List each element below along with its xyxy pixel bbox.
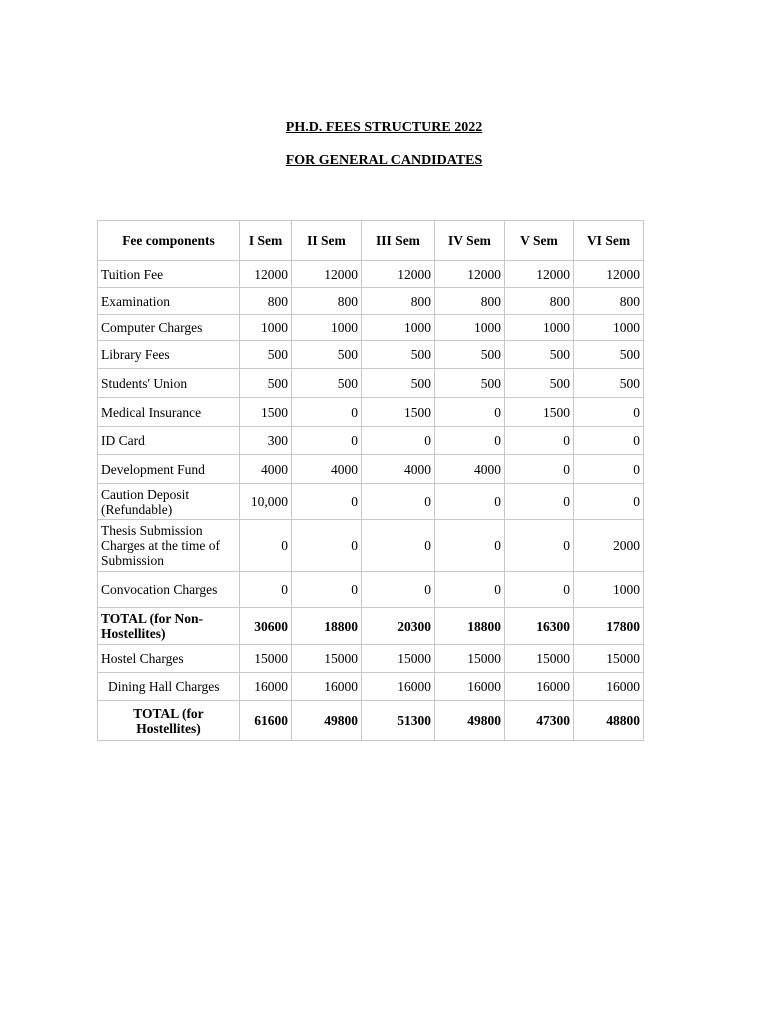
cell-value: 0 <box>362 427 435 455</box>
cell-value: 12000 <box>292 261 362 288</box>
cell-value: 0 <box>435 427 505 455</box>
cell-value: 0 <box>292 520 362 572</box>
cell-value: 30600 <box>240 608 292 645</box>
row-label: Caution Deposit (Refundable) <box>98 484 240 520</box>
cell-value: 800 <box>435 288 505 315</box>
cell-value: 18800 <box>435 608 505 645</box>
cell-value: 15000 <box>435 645 505 673</box>
cell-value: 16000 <box>292 673 362 701</box>
cell-value: 16300 <box>505 608 574 645</box>
fees-table <box>97 220 644 741</box>
row-label: Convocation Charges <box>98 572 240 608</box>
cell-value: 16000 <box>362 673 435 701</box>
table-row <box>98 369 644 398</box>
cell-value: 0 <box>505 455 574 484</box>
cell-value: 61600 <box>240 701 292 741</box>
cell-value: 1500 <box>240 398 292 427</box>
row-label: Thesis Submission Charges at the time of Submission <box>98 520 240 572</box>
cell-value: 500 <box>574 341 644 369</box>
cell-value: 0 <box>292 398 362 427</box>
cell-value: 800 <box>574 288 644 315</box>
cell-value: 1500 <box>505 398 574 427</box>
cell-value: 1500 <box>362 398 435 427</box>
row-label: Examination <box>98 288 240 315</box>
cell-value: 1000 <box>362 315 435 341</box>
cell-value: 800 <box>505 288 574 315</box>
table-row <box>98 520 644 572</box>
cell-value: 0 <box>435 520 505 572</box>
row-label: TOTAL (for Hostellites) <box>98 701 240 741</box>
table-row <box>98 645 644 673</box>
cell-value: 1000 <box>240 315 292 341</box>
cell-value: 16000 <box>240 673 292 701</box>
cell-value: 800 <box>240 288 292 315</box>
cell-value: 500 <box>435 369 505 398</box>
cell-value: 1000 <box>505 315 574 341</box>
cell-value: 1000 <box>574 315 644 341</box>
cell-value: 0 <box>435 398 505 427</box>
cell-value: 0 <box>505 520 574 572</box>
cell-value: 2000 <box>574 520 644 572</box>
cell-value: 10,000 <box>240 484 292 520</box>
table-header-row <box>98 221 644 261</box>
cell-value: 1000 <box>435 315 505 341</box>
row-label: Dining Hall Charges <box>98 673 240 701</box>
cell-value: 500 <box>362 341 435 369</box>
cell-value: 17800 <box>574 608 644 645</box>
row-label: Library Fees <box>98 341 240 369</box>
table-row <box>98 673 644 701</box>
cell-value: 12000 <box>435 261 505 288</box>
column-header-sem-3: III Sem <box>362 221 435 261</box>
row-label: Students' Union <box>98 369 240 398</box>
table-row <box>98 261 644 288</box>
cell-value: 0 <box>505 427 574 455</box>
cell-value: 500 <box>362 369 435 398</box>
cell-value: 15000 <box>505 645 574 673</box>
cell-value: 16000 <box>505 673 574 701</box>
cell-value: 4000 <box>240 455 292 484</box>
row-label: Computer Charges <box>98 315 240 341</box>
cell-value: 0 <box>292 484 362 520</box>
cell-value: 500 <box>240 369 292 398</box>
cell-value: 0 <box>505 484 574 520</box>
cell-value: 0 <box>574 455 644 484</box>
table-row <box>98 341 644 369</box>
table-row <box>98 398 644 427</box>
cell-value: 300 <box>240 427 292 455</box>
cell-value: 49800 <box>292 701 362 741</box>
column-header-sem-4: IV Sem <box>435 221 505 261</box>
cell-value: 0 <box>435 572 505 608</box>
column-header-sem-5: V Sem <box>505 221 574 261</box>
cell-value: 800 <box>362 288 435 315</box>
table-row <box>98 455 644 484</box>
column-header-sem-6: VI Sem <box>574 221 644 261</box>
cell-value: 0 <box>292 572 362 608</box>
cell-value: 500 <box>574 369 644 398</box>
cell-value: 18800 <box>292 608 362 645</box>
cell-value: 800 <box>292 288 362 315</box>
cell-value: 0 <box>435 484 505 520</box>
cell-value: 16000 <box>435 673 505 701</box>
document-subtitle: FOR GENERAL CANDIDATES <box>285 153 483 168</box>
cell-value: 15000 <box>362 645 435 673</box>
table-row <box>98 427 644 455</box>
row-label: Development Fund <box>98 455 240 484</box>
cell-value: 4000 <box>435 455 505 484</box>
cell-value: 15000 <box>240 645 292 673</box>
cell-value: 500 <box>292 341 362 369</box>
cell-value: 15000 <box>292 645 362 673</box>
cell-value: 12000 <box>240 261 292 288</box>
cell-value: 12000 <box>574 261 644 288</box>
column-header-fee-components: Fee components <box>98 221 240 261</box>
cell-value: 500 <box>505 341 574 369</box>
total-hostellites-row <box>98 701 644 741</box>
cell-value: 4000 <box>292 455 362 484</box>
cell-value: 0 <box>362 484 435 520</box>
document-title: PH.D. FEES STRUCTURE 2022 <box>285 120 483 135</box>
cell-value: 1000 <box>574 572 644 608</box>
cell-value: 0 <box>574 484 644 520</box>
row-label: TOTAL (for Non-Hostellites) <box>98 608 240 645</box>
table-row <box>98 288 644 315</box>
cell-value: 1000 <box>292 315 362 341</box>
cell-value: 0 <box>574 398 644 427</box>
cell-value: 0 <box>362 572 435 608</box>
total-non-hostellites-row <box>98 608 644 645</box>
row-label: Hostel Charges <box>98 645 240 673</box>
cell-value: 12000 <box>505 261 574 288</box>
row-label: Tuition Fee <box>98 261 240 288</box>
cell-value: 49800 <box>435 701 505 741</box>
cell-value: 0 <box>362 520 435 572</box>
row-label: Medical Insurance <box>98 398 240 427</box>
cell-value: 16000 <box>574 673 644 701</box>
cell-value: 15000 <box>574 645 644 673</box>
cell-value: 51300 <box>362 701 435 741</box>
row-label: ID Card <box>98 427 240 455</box>
cell-value: 48800 <box>574 701 644 741</box>
column-header-sem-2: II Sem <box>292 221 362 261</box>
cell-value: 500 <box>292 369 362 398</box>
table-row <box>98 484 644 520</box>
cell-value: 0 <box>240 520 292 572</box>
column-header-sem-1: I Sem <box>240 221 292 261</box>
cell-value: 0 <box>240 572 292 608</box>
cell-value: 0 <box>574 427 644 455</box>
cell-value: 20300 <box>362 608 435 645</box>
cell-value: 500 <box>505 369 574 398</box>
cell-value: 500 <box>435 341 505 369</box>
cell-value: 0 <box>292 427 362 455</box>
cell-value: 12000 <box>362 261 435 288</box>
cell-value: 47300 <box>505 701 574 741</box>
table-row <box>98 315 644 341</box>
cell-value: 4000 <box>362 455 435 484</box>
table-row <box>98 572 644 608</box>
cell-value: 500 <box>240 341 292 369</box>
cell-value: 0 <box>505 572 574 608</box>
